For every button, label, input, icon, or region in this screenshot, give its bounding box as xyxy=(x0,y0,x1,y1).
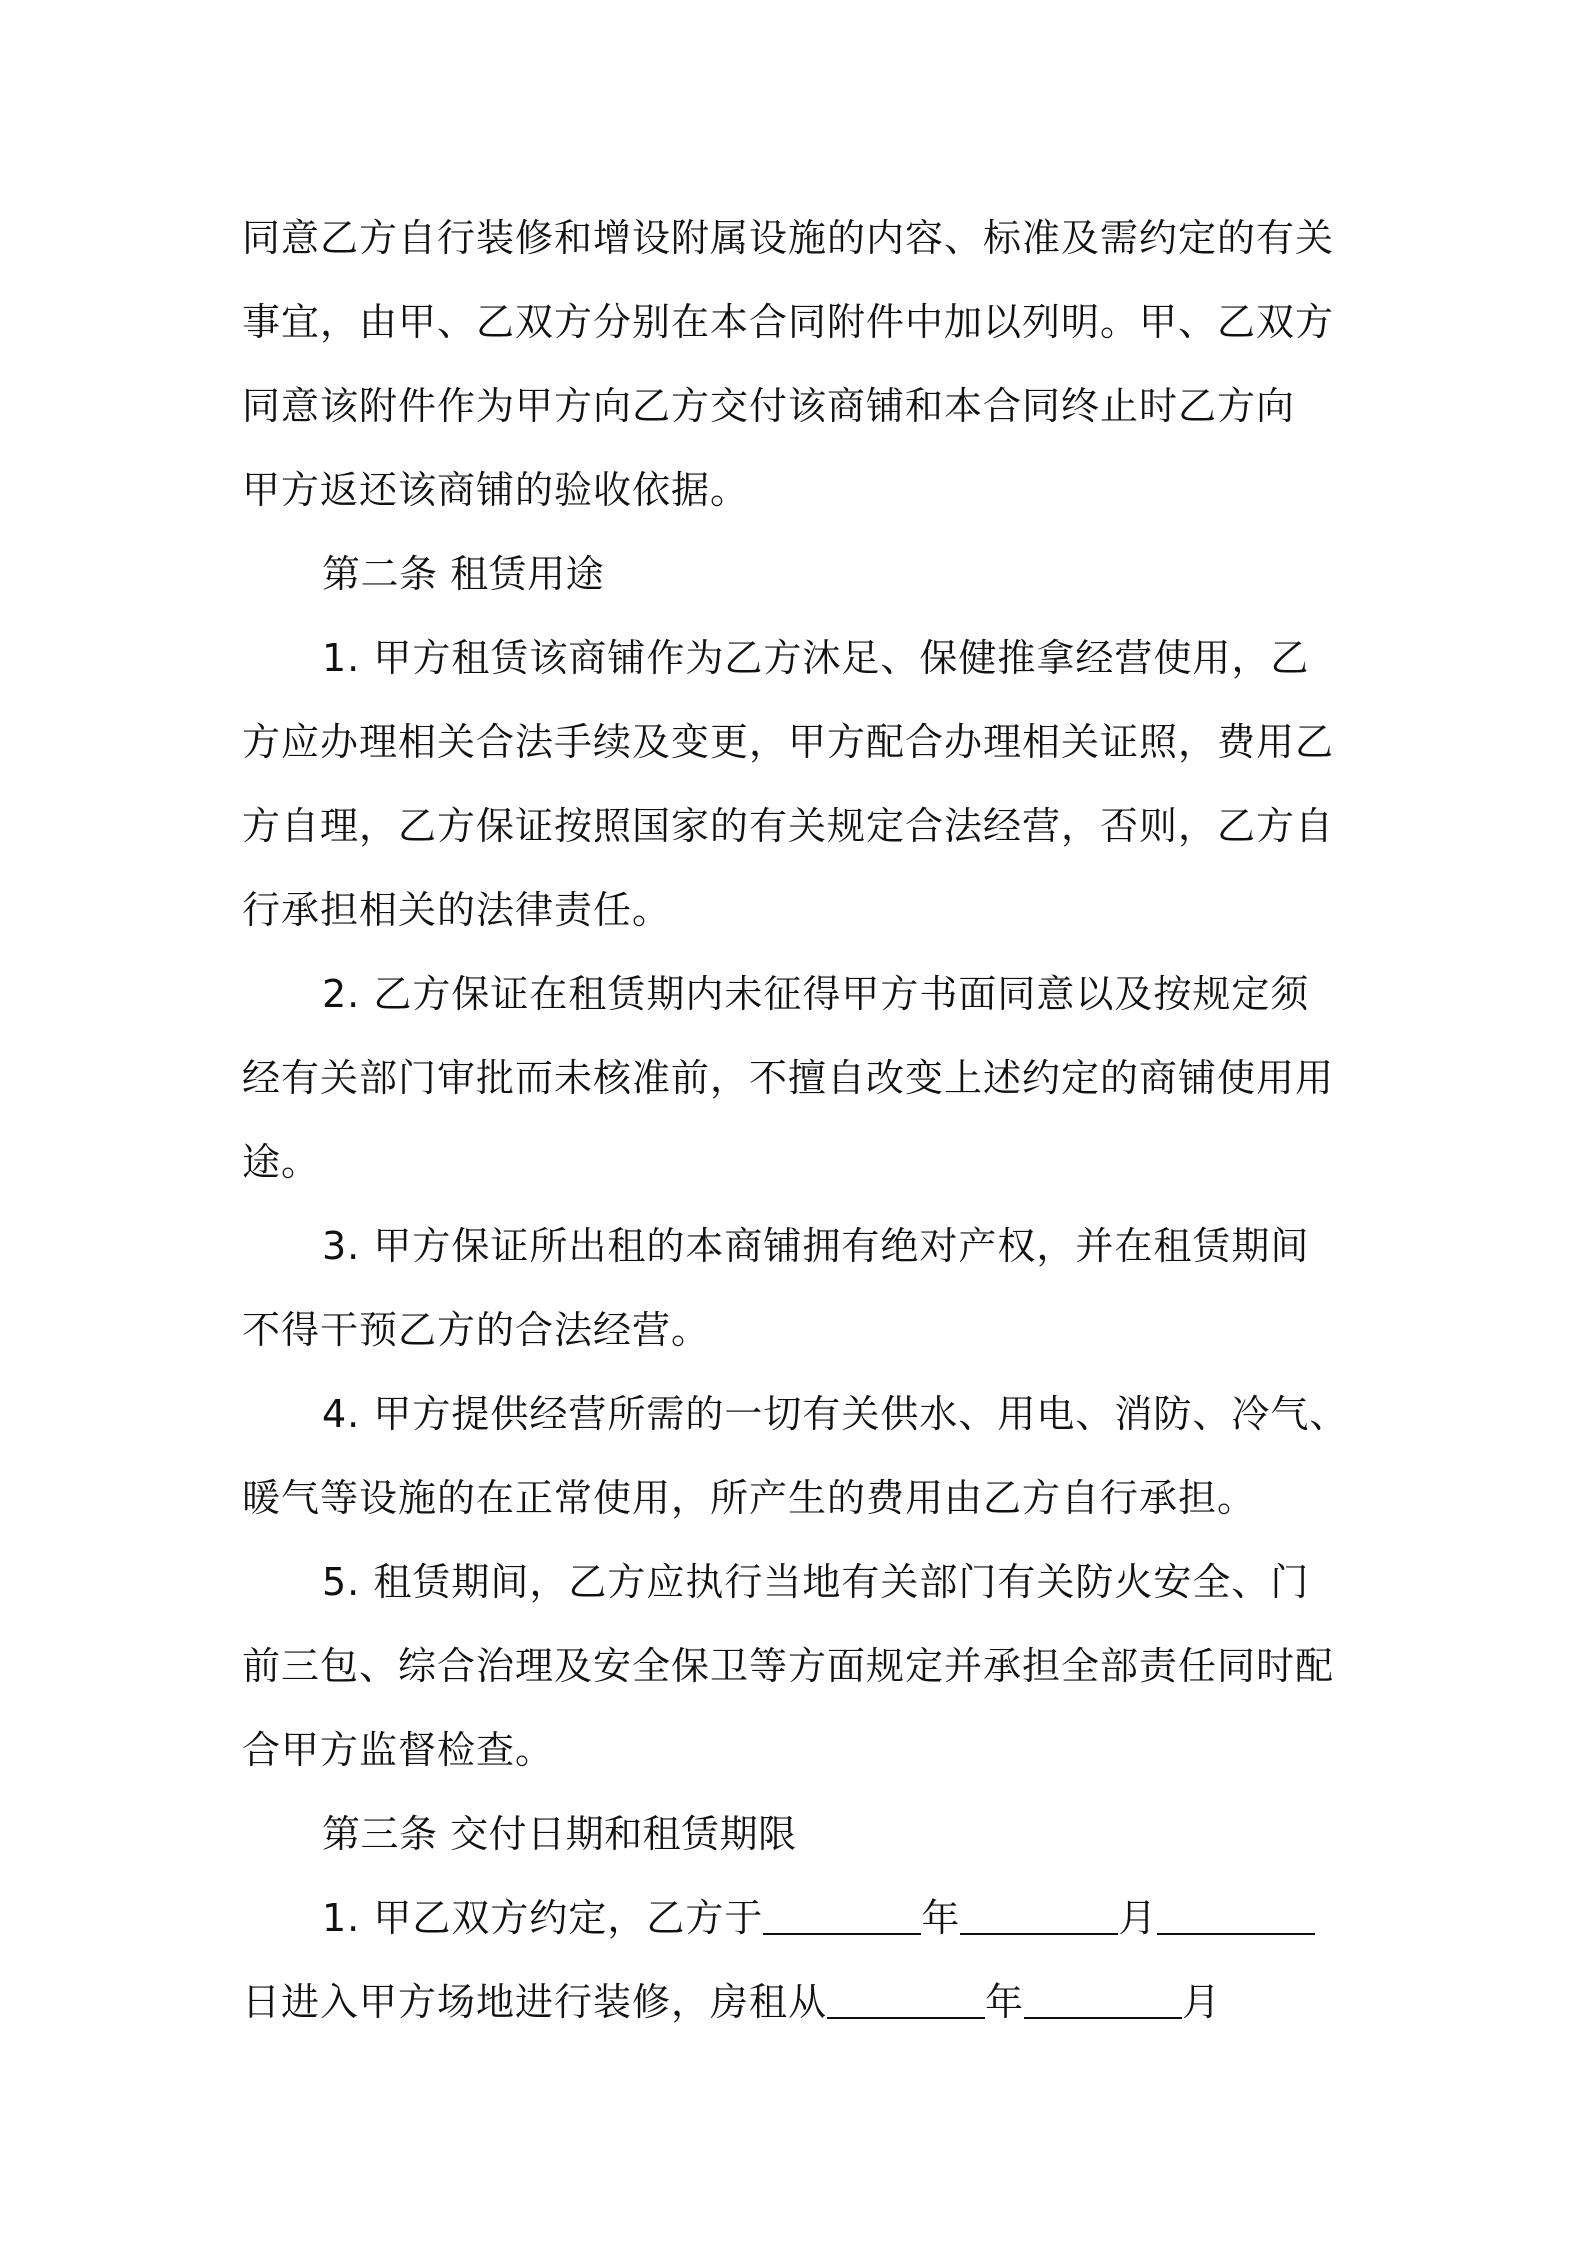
section-heading xyxy=(242,1792,1358,1876)
paragraph-line xyxy=(242,448,1358,532)
text-line: 行承担相关的法律责任。 xyxy=(242,888,672,932)
paragraph-line xyxy=(242,1288,1358,1372)
text-line: 合甲方监督检查。 xyxy=(242,1728,555,1772)
paragraph-line-with-blanks xyxy=(242,1960,1358,2044)
month-label: 月 xyxy=(1118,1896,1158,1940)
clause-line xyxy=(242,952,1358,1036)
text-line: 暖气等设施的在正常使用，所产生的费用由乙方自行承担。 xyxy=(242,1476,1257,1520)
text-line: 甲方返还该商铺的验收依据。 xyxy=(242,468,750,512)
clause-line xyxy=(242,1204,1358,1288)
paragraph-line xyxy=(242,1708,1358,1792)
paragraph-line xyxy=(242,700,1358,784)
month-blank xyxy=(960,1895,1118,1935)
paragraph-line xyxy=(242,1120,1358,1204)
year-label: 年 xyxy=(985,1980,1025,2024)
month-label: 月 xyxy=(1182,1980,1222,2024)
text-line: 前三包、综合治理及安全保卫等方面规定并承担全部责任同时配 xyxy=(242,1644,1335,1688)
clause-text: 1. 甲乙双方约定，乙方于 xyxy=(322,1896,764,1940)
paragraph-line xyxy=(242,280,1358,364)
year-blank xyxy=(827,1979,985,2019)
text-line: 方应办理相关合法手续及变更，甲方配合办理相关证照，费用乙 xyxy=(242,720,1335,764)
year-label: 年 xyxy=(921,1896,961,1940)
day-blank xyxy=(1157,1895,1315,1935)
year-blank xyxy=(763,1895,921,1935)
text-line: 方自理，乙方保证按照国家的有关规定合法经营，否则，乙方自 xyxy=(242,804,1335,848)
month-blank xyxy=(1024,1979,1182,2019)
text-line: 同意乙方自行装修和增设附属设施的内容、标准及需约定的有关 xyxy=(242,216,1335,260)
paragraph-line xyxy=(242,1036,1358,1120)
clause-line xyxy=(242,1372,1358,1456)
text-line: 途。 xyxy=(242,1140,321,1184)
text-line: 3. 甲方保证所出租的本商铺拥有绝对产权，并在租赁期间 xyxy=(322,1224,1310,1268)
paragraph-line xyxy=(242,784,1358,868)
clause-line xyxy=(242,1540,1358,1624)
section-heading xyxy=(242,532,1358,616)
heading-text: 第二条 租赁用途 xyxy=(322,552,605,596)
text-line: 事宜，由甲、乙双方分别在本合同附件中加以列明。甲、乙双方 xyxy=(242,300,1335,344)
text-line: 4. 甲方提供经营所需的一切有关供水、用电、消防、冷气、 xyxy=(322,1392,1349,1436)
document-body xyxy=(242,196,1358,2044)
paragraph-line xyxy=(242,1456,1358,1540)
heading-text: 第三条 交付日期和租赁期限 xyxy=(322,1812,797,1856)
text-line: 经有关部门审批而未核准前，不擅自改变上述约定的商铺使用用 xyxy=(242,1056,1335,1100)
text-line: 1. 甲方租赁该商铺作为乙方沐足、保健推拿经营使用，乙 xyxy=(322,636,1310,680)
text-line: 同意该附件作为甲方向乙方交付该商铺和本合同终止时乙方向 xyxy=(242,384,1296,428)
clause-line-with-blanks xyxy=(242,1876,1358,1960)
paragraph-line xyxy=(242,196,1358,280)
text-line: 5. 租赁期间，乙方应执行当地有关部门有关防火安全、门 xyxy=(322,1560,1310,1604)
paragraph-line xyxy=(242,868,1358,952)
text-line: 不得干预乙方的合法经营。 xyxy=(242,1308,711,1352)
paragraph-line xyxy=(242,1624,1358,1708)
text-line: 2. 乙方保证在租赁期内未征得甲方书面同意以及按规定须 xyxy=(322,972,1310,1016)
clause-text: 日进入甲方场地进行装修，房租从 xyxy=(242,1980,828,2024)
paragraph-line xyxy=(242,364,1358,448)
clause-line xyxy=(242,616,1358,700)
